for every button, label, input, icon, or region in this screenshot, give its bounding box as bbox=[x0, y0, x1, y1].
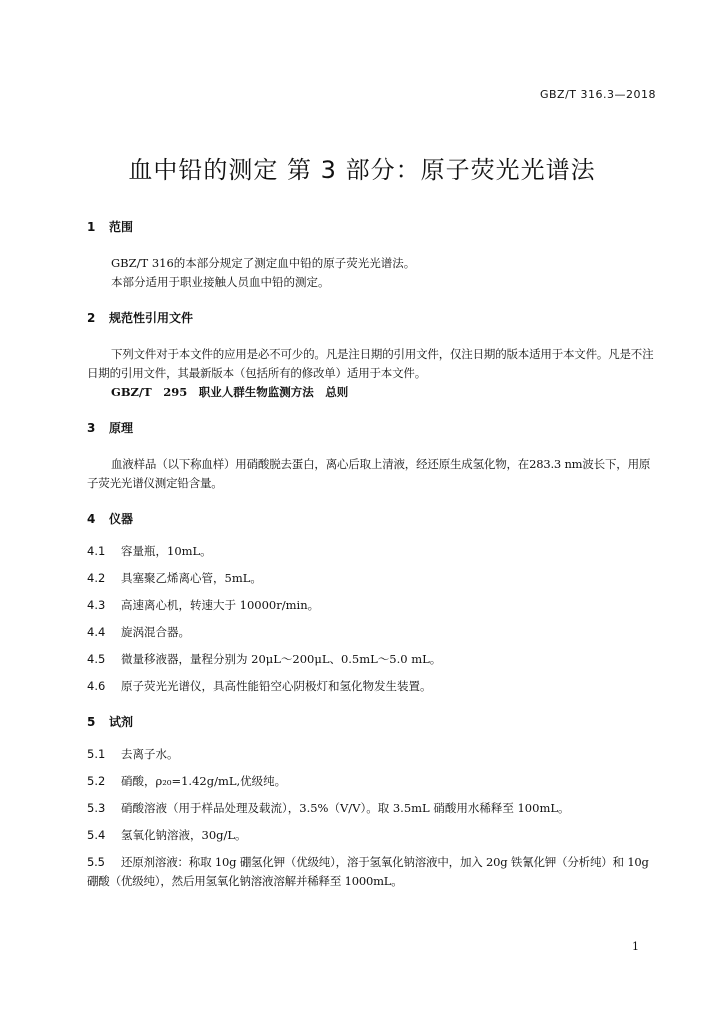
list-item: 4.5 微量移液器，量程分别为 20μL～200μL、0.5mL～5.0 mL。 bbox=[87, 652, 442, 666]
paragraph: 血液样品（以下称血样）用硝酸脱去蛋白，离心后取上清液，经还原生成氢化物，在283.3 nm波长下，用原子荧光光谱仪测定铅含量。 bbox=[87, 457, 651, 490]
list-item: 5.4 氢氧化钠溶液，30g/L。 bbox=[87, 828, 247, 842]
document-body bbox=[87, 218, 657, 891]
paragraph: 本部分适用于职业接触人员血中铅的测定。 bbox=[111, 275, 330, 289]
section-heading: 3 原理 bbox=[87, 421, 134, 435]
list-item: 4.3 高速离心机，转速大于 10000r/min。 bbox=[87, 598, 320, 612]
section-heading: 2 规范性引用文件 bbox=[87, 311, 194, 325]
list-item: 4.6 原子荧光光谱仪，具高性能铅空心阴极灯和氢化物发生装置。 bbox=[87, 679, 432, 693]
list-item: 4.1 容量瓶，10mL。 bbox=[87, 544, 212, 558]
page-number: 1 bbox=[632, 940, 639, 953]
instrument-list bbox=[87, 542, 657, 696]
section-heading: 1 范围 bbox=[87, 220, 134, 234]
paragraph: GBZ/T 316的本部分规定了测定血中铅的原子荧光光谱法。 bbox=[111, 256, 416, 270]
section-heading: 4 仪器 bbox=[87, 512, 134, 526]
standard-code: GBZ/T 316.3—2018 bbox=[539, 88, 656, 101]
list-item: 4.4 旋涡混合器。 bbox=[87, 625, 190, 639]
page-title: 血中铅的测定 第 3 部分：原子荧光光谱法 bbox=[128, 156, 596, 184]
list-item: 5.2 硝酸，ρ₂₀=1.42g/mL,优级纯。 bbox=[87, 774, 287, 788]
list-item: 5.5 还原剂溶液：称取 10g 硼氢化钾（优级纯），溶于氢氧化钠溶液中，加入 20g 铁氰化钾（分析纯）和 10g 硼酸（优级纯），然后用氢氧化钠溶液溶解并稀释至 1000mL。 bbox=[87, 855, 649, 888]
list-item: 5.3 硝酸溶液（用于样品处理及载流），3.5%（V/V）。取 3.5mL 硝酸用水稀释至 100mL。 bbox=[87, 801, 570, 815]
list-item: 4.2 具塞聚乙烯离心管，5mL。 bbox=[87, 571, 262, 585]
list-item: 5.1 去离子水。 bbox=[87, 747, 179, 761]
section-heading: 5 试剂 bbox=[87, 715, 134, 729]
reagent-list bbox=[87, 745, 657, 891]
paragraph: 下列文件对于本文件的应用是必不可少的。凡是注日期的引用文件，仅注日期的版本适用于本文件。凡是不注日期的引用文件，其最新版本（包括所有的修改单）适用于本文件。 bbox=[87, 347, 654, 380]
normative-reference: GBZ/T 295 职业人群生物监测方法 总则 bbox=[111, 385, 349, 399]
